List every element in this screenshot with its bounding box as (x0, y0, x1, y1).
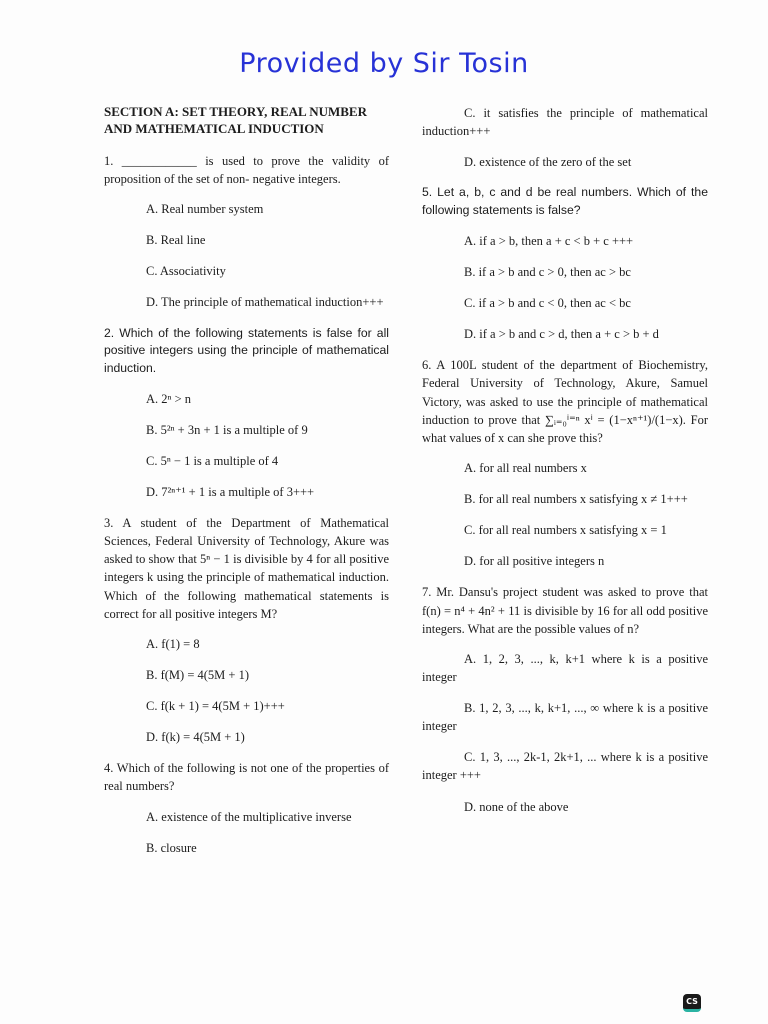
section-title: SECTION A: SET THEORY, REAL NUMBER AND MATHEMATICAL INDUCTION (104, 104, 367, 136)
question-7 (422, 583, 708, 815)
option-a: A. 2ⁿ > n (146, 391, 192, 406)
question-text: 5. Let a, b, c and d be real numbers. Which of the following statements is false? (422, 185, 708, 218)
option-c: C. it satisfies the principle of mathematical induction+++ (422, 106, 708, 139)
option-d: D. 7²ⁿ⁺¹ + 1 is a multiple of 3+++ (146, 484, 315, 499)
question-text: 2. Which of the following statements is false for all positive integers using the principle of mathematical induction. (104, 325, 389, 375)
option-b: B. for all real numbers x satisfying x ≠ 1+++ (464, 492, 688, 506)
left-column (104, 104, 389, 870)
option-a: A. existence of the multiplicative inverse (146, 809, 352, 824)
option-d: D. if a > b and c > d, then a + c > b + d (464, 327, 659, 342)
option-b: B. f(M) = 4(5M + 1) (146, 667, 249, 682)
option-d: D. for all positive integers n (464, 554, 605, 569)
question-6 (422, 356, 708, 570)
option-b: B. if a > b and c > 0, then ac > bc (464, 264, 631, 279)
question-5 (422, 184, 708, 343)
option-a: A. f(1) = 8 (146, 636, 200, 651)
question-2 (104, 325, 389, 502)
option-c: C. 1, 3, ..., 2k-1, 2k+1, ... where k is a positive integer +++ (422, 750, 708, 783)
option-a: A. for all real numbers x (464, 460, 587, 475)
question-text: 6. A 100L student of the department of Biochemistry, Federal University of Technology, Akure, Samuel Victory, was asked to use the principle of mathematical induction to prove that ∑ᵢ₌₀ⁱ⁼ⁿ xⁱ = (1−xⁿ⁺¹)/(1−x). For what values of x can she prove this? (422, 358, 708, 445)
option-b: B. closure (146, 840, 197, 855)
option-d: D. existence of the zero of the set (464, 155, 632, 170)
question-text: 4. Which of the following is not one of the properties of real numbers? (104, 761, 389, 794)
option-a: A. if a > b, then a + c < b + c +++ (464, 233, 634, 248)
question-text: 1. ____________ is used to prove the validity of proposition of the set of non- negative integers. (104, 153, 389, 186)
question-text: 7. Mr. Dansu's project student was asked to prove that f(n) = n⁴ + 4n² + 11 is divisible by 16 for all odd positive integers. What are the possible values of n? (422, 585, 708, 636)
question-4-continued (422, 104, 708, 171)
option-c: C. f(k + 1) = 4(5M + 1)+++ (146, 699, 285, 714)
question-3 (104, 514, 389, 746)
option-d: D. The principle of mathematical induction+++ (146, 295, 384, 310)
question-text: 3. A student of the Department of Mathematical Sciences, Federal University of Technology, Akure was asked to show that 5ⁿ − 1 is divisible by 4 for all positive integers k using the principle of mathematical induction. Which of the following mathematical statements is correct for all positive integers M? (104, 516, 389, 621)
option-b: B. 1, 2, 3, ..., k, k+1, ..., ∞ where k is a positive integer (422, 701, 708, 734)
option-c: C. for all real numbers x satisfying x = 1 (464, 523, 667, 538)
option-d: D. f(k) = 4(5M + 1) (146, 730, 245, 745)
option-b: B. Real line (146, 233, 206, 248)
option-c: C. Associativity (146, 264, 226, 279)
option-a: A. Real number system (146, 202, 264, 217)
option-a: A. 1, 2, 3, ..., k, k+1 where k is a positive integer (422, 651, 708, 684)
question-1 (104, 152, 389, 312)
option-c: C. 5ⁿ − 1 is a multiple of 4 (146, 453, 279, 468)
page-header: Provided by Sir Tosin (239, 48, 529, 79)
option-d: D. none of the above (464, 799, 569, 814)
question-4 (104, 759, 389, 857)
right-column (422, 104, 708, 829)
option-c: C. if a > b and c < 0, then ac < bc (464, 296, 631, 310)
camscanner-logo-icon: CS (683, 994, 701, 1012)
option-b: B. 5²ⁿ + 3n + 1 is a multiple of 9 (146, 422, 308, 437)
